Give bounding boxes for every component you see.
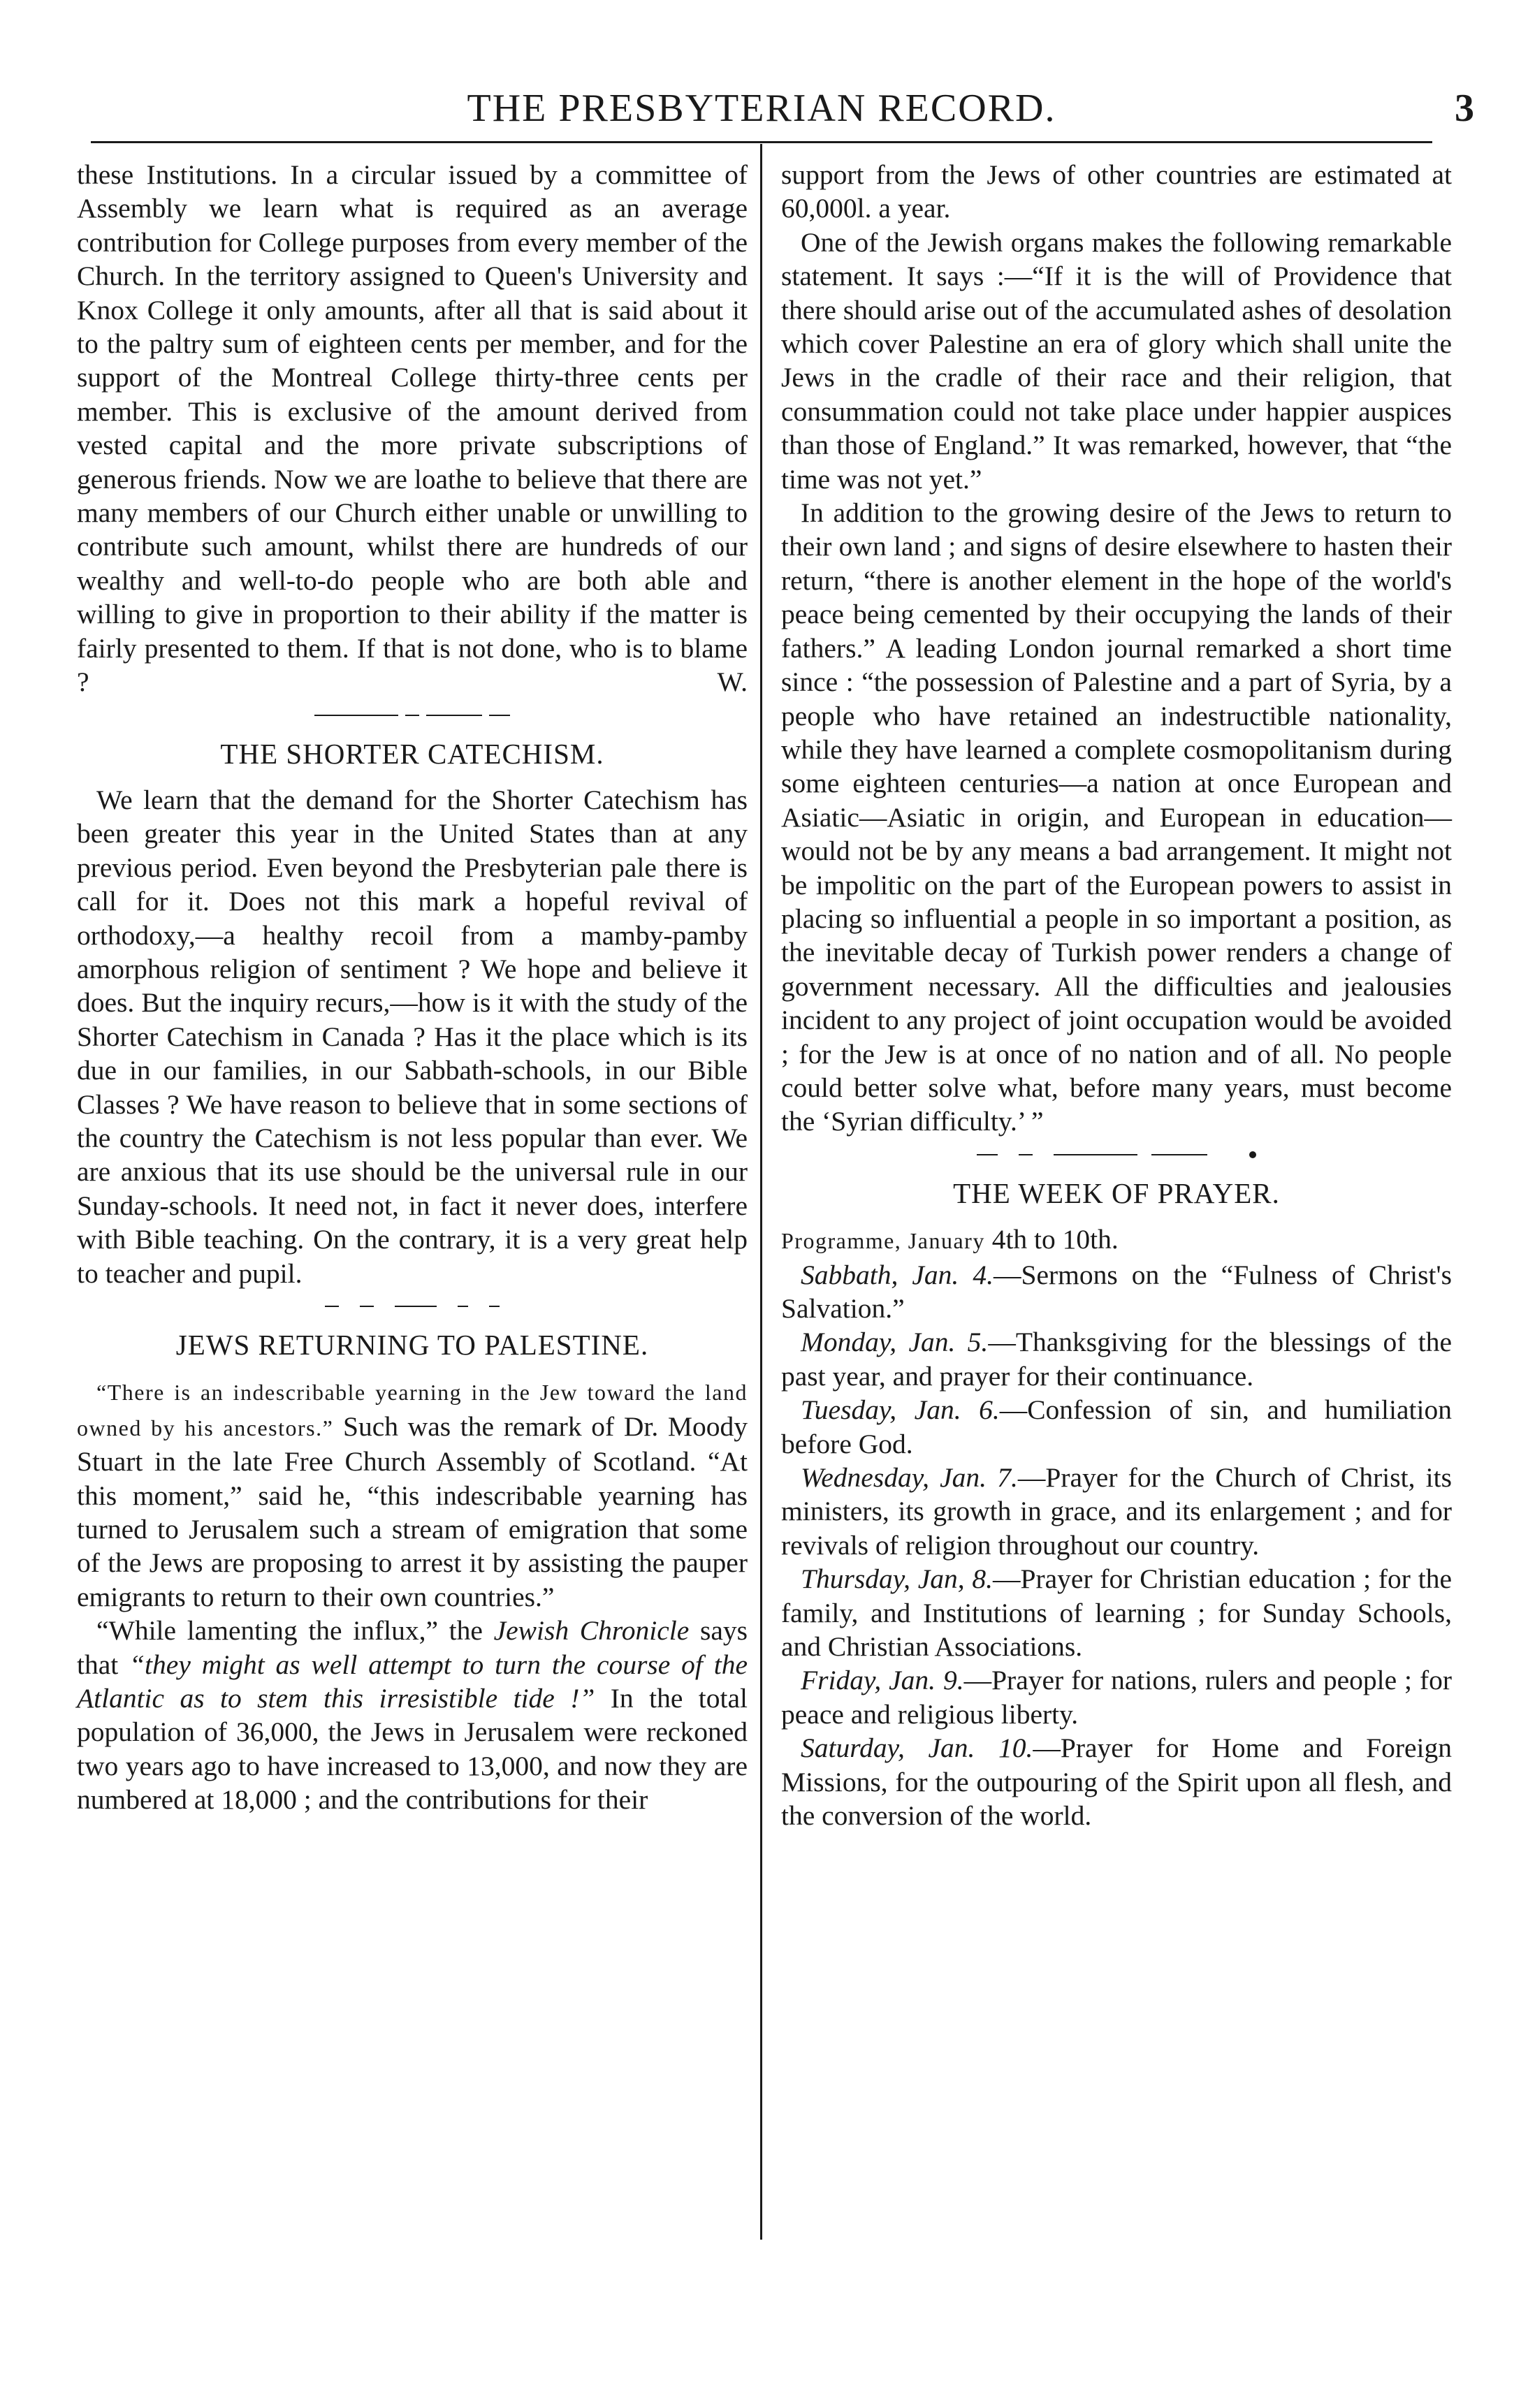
prayer-day-label: Thursday, Jan, 8. xyxy=(801,1563,994,1595)
prayer-day-label: Saturday, Jan. 10. xyxy=(801,1732,1033,1764)
section-separator xyxy=(77,1297,748,1315)
prayer-day-text: —Prayer for the Church of Christ, its ministers, its growth in grace, and its enlargement ; and for revivals of religion throughout our country. xyxy=(781,1462,1452,1561)
jews-continuation: support from the Jews of other countries are estimated at 60,000l. a year. xyxy=(781,159,1452,224)
signature: W. xyxy=(717,666,748,698)
section-separator xyxy=(77,706,748,724)
jews-paragraph-1 xyxy=(77,1374,748,1614)
jews-p2-text-a: “While lamenting the influx,” the xyxy=(96,1615,494,1647)
header-rule xyxy=(91,141,1432,143)
prayer-day-label: Monday, Jan. 5. xyxy=(801,1327,989,1358)
prayer-day-item xyxy=(781,1393,1452,1461)
prayer-day-item xyxy=(781,1663,1452,1731)
programme-label: Programme, January xyxy=(781,1228,985,1254)
jews-paragraph-2 xyxy=(77,1614,748,1816)
page-number: 3 xyxy=(1455,87,1474,130)
prayer-day-text: —Sermons on the “Fulness of Christ's Salvation.” xyxy=(781,1259,1452,1324)
prayer-day-label: Tuesday, Jan. 6. xyxy=(801,1394,1000,1426)
jews-quote: “There is an indescribable yearning in the Jew toward the land owned by his ancestors.” xyxy=(77,1380,748,1440)
prayer-day-text: —Prayer for nations, rulers and people ; for peace and religious liberty. xyxy=(781,1665,1452,1730)
addition-paragraph: In addition to the growing desire of the Jews to return to their own land ; and signs of desire elsewhere to hasten their return, “there is another element in the hope of the world's peace being cemented by their occupying the lands of their fathers.” A leading London journal remarked a short time since : “the possession of Palestine and a part of Syria, by a people who have retained an indestructible nationality, while they have learned a complete cosmopolitanism during some eighteen centuries—a nation at once European and Asiatic—Asiatic in origin, and European in education—would not be by any means a bad arrangement. It might not be impolitic on the part of the European powers to assist in placing so influential a people in so important a position, as the inevitable decay of Turkish power renders a change of government necessary. All the difficulties and jealousies incident to any project of joint occupation would be avoided ; for the Jew is at once of no nation and of all. No people could better solve what, before many years, must become the ‘Syrian difficulty.’ ” xyxy=(781,497,1452,1137)
catechism-heading: THE SHORTER CATECHISM. xyxy=(220,737,604,770)
prayer-day-label: Friday, Jan. 9. xyxy=(801,1665,964,1696)
section-separator xyxy=(781,1146,1452,1164)
masthead-title: THE PRESBYTERIAN RECORD. xyxy=(467,87,1056,130)
prayer-day-text: —Confession of sin, and humiliation before God. xyxy=(781,1394,1452,1459)
prayer-day-text: —Prayer for Home and Foreign Missions, for the outpouring of the Spirit upon all flesh, and the conversion of the world. xyxy=(781,1732,1453,1832)
institutions-paragraph xyxy=(77,158,748,699)
italic-quote: “they might as well attempt to turn the course of the Atlantic as to stem this irresistible tide !” xyxy=(77,1649,748,1714)
masthead xyxy=(49,82,1474,134)
prayer-day-item xyxy=(781,1562,1452,1663)
prayer-day-item xyxy=(781,1258,1452,1326)
jews-paragraph-1-text: Such was the remark of Dr. Moody Stuart in the late Free Church Assembly of Scotland. “At this moment,” said he, “this indescribable yearning has turned to Jerusalem such a stream of emigration that some of the Jews are proposing to arrest it by assisting the pauper emigrants to return to their own countries.” xyxy=(77,1410,748,1612)
prayer-list xyxy=(781,1258,1452,1833)
prayer-subheading xyxy=(781,1223,1452,1257)
journal-name: Jewish Chronicle xyxy=(493,1615,690,1647)
prayer-day-item xyxy=(781,1461,1452,1562)
prayer-day-label: Sabbath, Jan. 4. xyxy=(801,1259,994,1290)
prayer-heading: THE WEEK OF PRAYER. xyxy=(953,1176,1280,1209)
jews-heading: JEWS RETURNING TO PALESTINE. xyxy=(175,1329,649,1361)
programme-dates: 4th to 10th. xyxy=(984,1224,1119,1255)
prayer-day-label: Wednesday, Jan. 7. xyxy=(801,1462,1018,1494)
jews-p2-text-b: says that xyxy=(77,1615,748,1680)
jews-p2-text-c: In the total population of 36,000, the Jews in Jerusalem were reckoned two years ago to have increased to 13,000, and now they are numbered at 18,000 ; and the contributions for their xyxy=(77,1683,748,1816)
prayer-day-item xyxy=(781,1325,1452,1393)
institutions-text: these Institutions. In a circular issued by a committee of Assembly we learn what is required as an average contribution for College purposes from every member of the Church. In the territory assigned to Queen's University and Knox College it only amounts, after all that is said about it to the paltry sum of eighteen cents per member, and for the support of the Montreal College thirty-three cents per member. This is exclusive of the amount derived from vested capital and the more private subscriptions of generous friends. Now we are loathe to believe that there are many members of our Church either unable or unwilling to contribute such amount, whilst there are hundreds of our wealthy and well-to-do people who are both able and willing to give in proportion to their ability if the matter is fairly presented to them. If that is not done, who is to blame ? xyxy=(77,159,748,698)
prayer-day-text: —Thanksgiving for the blessings of the past year, and prayer for their continuance. xyxy=(781,1327,1452,1392)
right-column xyxy=(781,158,1452,1833)
left-column xyxy=(77,158,748,1817)
prayer-day-text: —Prayer for Christian education ; for the family, and Institutions of learning ; for Sunday Schools, and Christian Associations. xyxy=(781,1563,1452,1663)
prayer-day-item xyxy=(781,1731,1452,1832)
jewish-organs-paragraph: One of the Jewish organs makes the following remarkable statement. It says :—“If it is the will of Providence that there should arise out of the accumulated ashes of desolation which cover Palestine an era of glory which shall unite the Jews in the cradle of their race and their religion, that consummation could not take place under happier auspices than those of England.” It was remarked, however, that “the time was not yet.” xyxy=(781,226,1452,495)
column-divider xyxy=(760,144,762,2240)
catechism-paragraph: We learn that the demand for the Shorter Catechism has been greater this year in the United States than at any previous period. Even beyond the Presbyterian pale there is call for it. Does not this mark a hopeful revival of orthodoxy,—a healthy recoil from a mamby-pamby amorphous religion of sentiment ? We hope and believe it does. But the inquiry recurs,—how is it with the study of the Shorter Catechism in Canada ? Has it the place which is its due in our families, in our Sabbath-schools, in our Bible Classes ? We have reason to believe that in some sections of the country the Catechism is not less popular than ever. We are anxious that its use should be the universal rule in our Sunday-schools. It need not, in fact it never does, interfere with Bible teaching. On the contrary, it is a very great help to teacher and pupil. xyxy=(77,784,748,1289)
